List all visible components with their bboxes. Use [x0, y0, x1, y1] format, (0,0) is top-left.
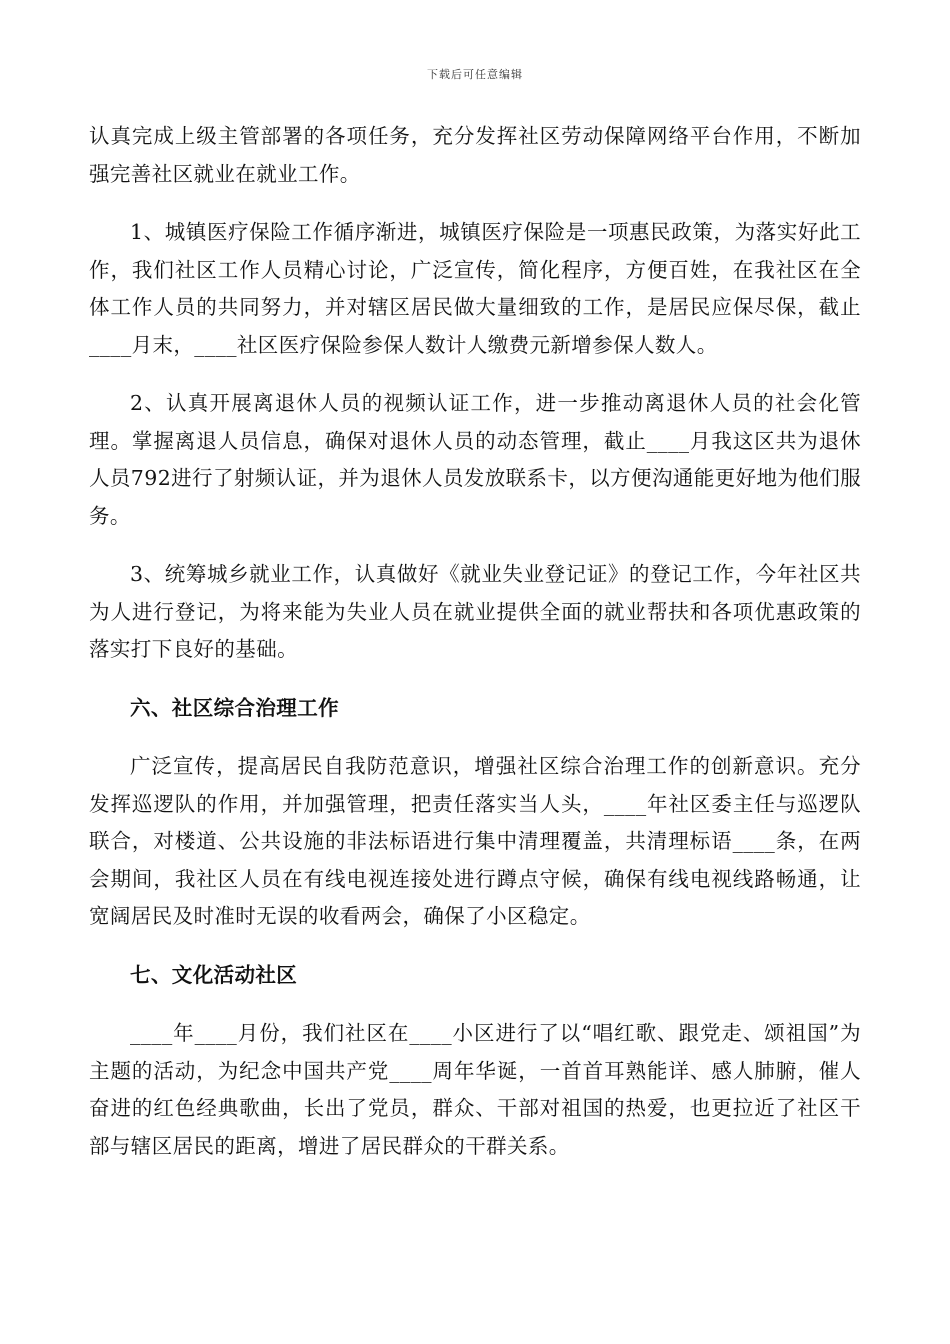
- paragraph-medical-insurance: 1、城镇医疗保险工作循序渐进，城镇医疗保险是一项惠民政策，为落实好此工作，我们社区工作人员精心讨论，广泛宣传，简化程序，方便百姓，在我社区在全体工作人员的共同努力，并对辖区居民做大量细致的工作，是居民应保尽保，截止____月末，____社区医疗保险参保人数计人缴费元新增参保人数人。: [89, 220, 861, 357]
- paragraph-retiree-verification: 2、认真开展离退休人员的视频认证工作，进一步推动离退休人员的社会化管理。掌握离退人员信息，确保对退休人员的动态管理，截止____月我这区共为退休人员792进行了射频认证，并为退休人员发放联系卡，以方便沟通能更好地为他们服务。: [89, 391, 861, 528]
- paragraph-governance: 广泛宣传，提高居民自我防范意识，增强社区综合治理工作的创新意识。充分发挥巡逻队的作用，并加强管理，把责任落实当人头，____年社区委主任与巡逻队联合，对楼道、公共设施的非法标语进行集中清理覆盖，共清理标语____条，在两会期间，我社区人员在有线电视连接处进行蹲点守候，确保有线电视线路畅通，让宽阔居民及时准时无误的收看两会，确保了小区稳定。: [89, 754, 861, 928]
- section-heading-governance: 六、社区综合治理工作: [130, 695, 339, 720]
- paragraph-intro: 认真完成上级主管部署的各项任务，充分发挥社区劳动保障网络平台作用，不断加强完善社区就业在就业工作。: [89, 124, 861, 186]
- section-heading-culture: 七、文化活动社区: [130, 962, 298, 987]
- page-header-note: 下载后可任意编辑: [427, 68, 523, 81]
- paragraph-employment: 3、统筹城乡就业工作，认真做好《就业失业登记证》的登记工作，今年社区共为人进行登记，为将来能为失业人员在就业提供全面的就业帮扶和各项优惠政策的落实打下良好的基础。: [89, 562, 861, 661]
- document-body: [89, 118, 861, 1186]
- paragraph-culture: ____年____月份，我们社区在____小区进行了以“唱红歌、跟党走、颂祖国”为主题的活动，为纪念中国共产党____周年华诞，一首首耳熟能详、感人肺腑，催人奋进的红色经典歌曲，长出了党员，群众、干部对祖国的热爱，也更拉近了社区干部与辖区居民的距离，增进了居民群众的干群关系。: [89, 1021, 861, 1158]
